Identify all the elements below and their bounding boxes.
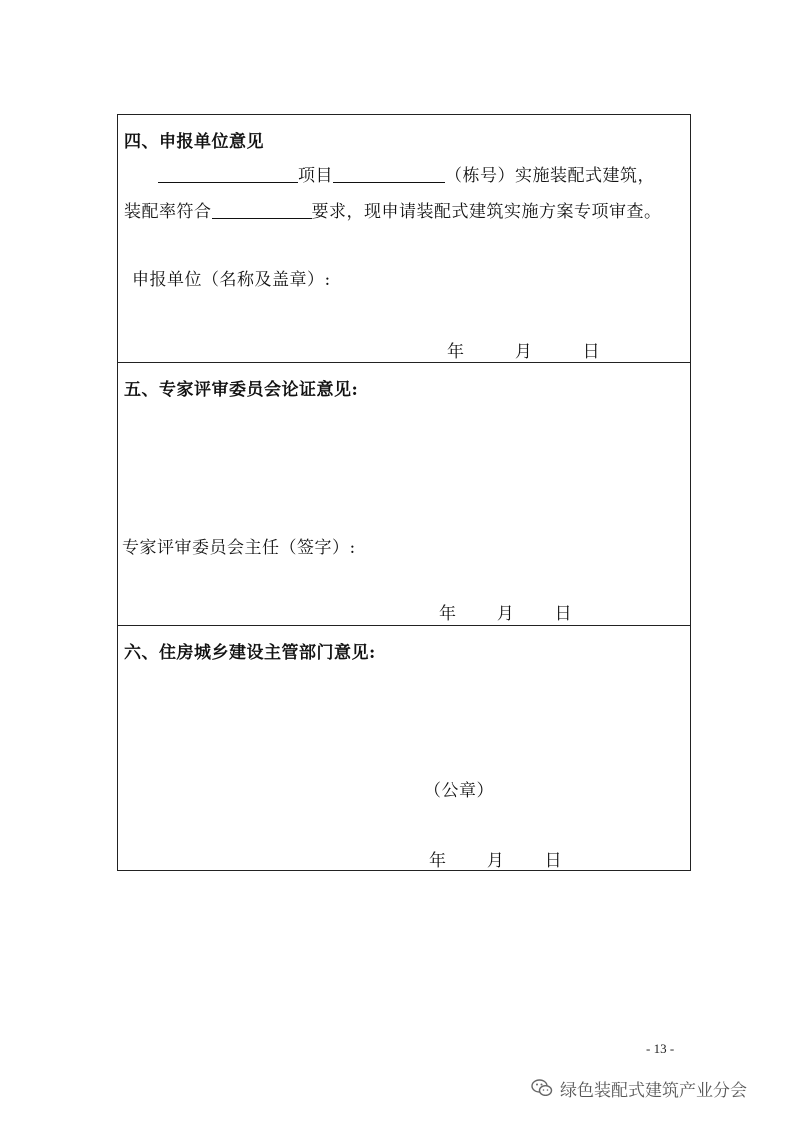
- section-authority-opinion: [118, 626, 690, 870]
- project-name-blank[interactable]: [158, 164, 298, 183]
- page-number: - 13 -: [646, 1041, 675, 1056]
- watermark-text: 绿色装配式建筑产业分会: [560, 1080, 747, 1101]
- date-year: 年: [439, 604, 456, 624]
- section-heading: 六、住房城乡建设主管部门意见:: [124, 643, 376, 663]
- date-row: [439, 599, 572, 624]
- date-day: 日: [544, 851, 562, 871]
- rate-standard-blank[interactable]: [212, 200, 312, 219]
- date-month: 月: [496, 604, 514, 624]
- section-applicant-opinion: [118, 115, 690, 363]
- date-row: [429, 846, 562, 871]
- date-month: 月: [486, 851, 504, 871]
- date-day: 日: [582, 342, 600, 362]
- section-heading: 四、申报单位意见: [124, 132, 264, 152]
- date-year: 年: [447, 342, 464, 362]
- building-label: （栋号）实施装配式建筑，: [445, 166, 655, 186]
- wechat-icon: [530, 1076, 554, 1100]
- rate-line: [124, 197, 662, 222]
- section-expert-opinion: [118, 363, 690, 626]
- project-label: 项目: [298, 166, 333, 186]
- approval-form-table: [117, 114, 691, 871]
- date-year: 年: [429, 851, 446, 871]
- watermark: [530, 1074, 747, 1102]
- building-number-blank[interactable]: [333, 164, 445, 183]
- project-line: [158, 161, 655, 186]
- request-text: 要求，现申请装配式建筑实施方案专项审查。: [311, 202, 662, 222]
- applicant-unit-label: 申报单位（名称及盖章）:: [132, 270, 331, 290]
- section-heading: 五、专家评审委员会论证意见:: [124, 380, 359, 400]
- date-row: [447, 337, 600, 362]
- expert-director-label: 专家评审委员会主任（签字）:: [122, 538, 356, 558]
- official-seal-label: （公章）: [424, 781, 494, 801]
- rate-label: 装配率符合: [124, 202, 212, 222]
- date-month: 月: [514, 342, 532, 362]
- date-day: 日: [554, 604, 572, 624]
